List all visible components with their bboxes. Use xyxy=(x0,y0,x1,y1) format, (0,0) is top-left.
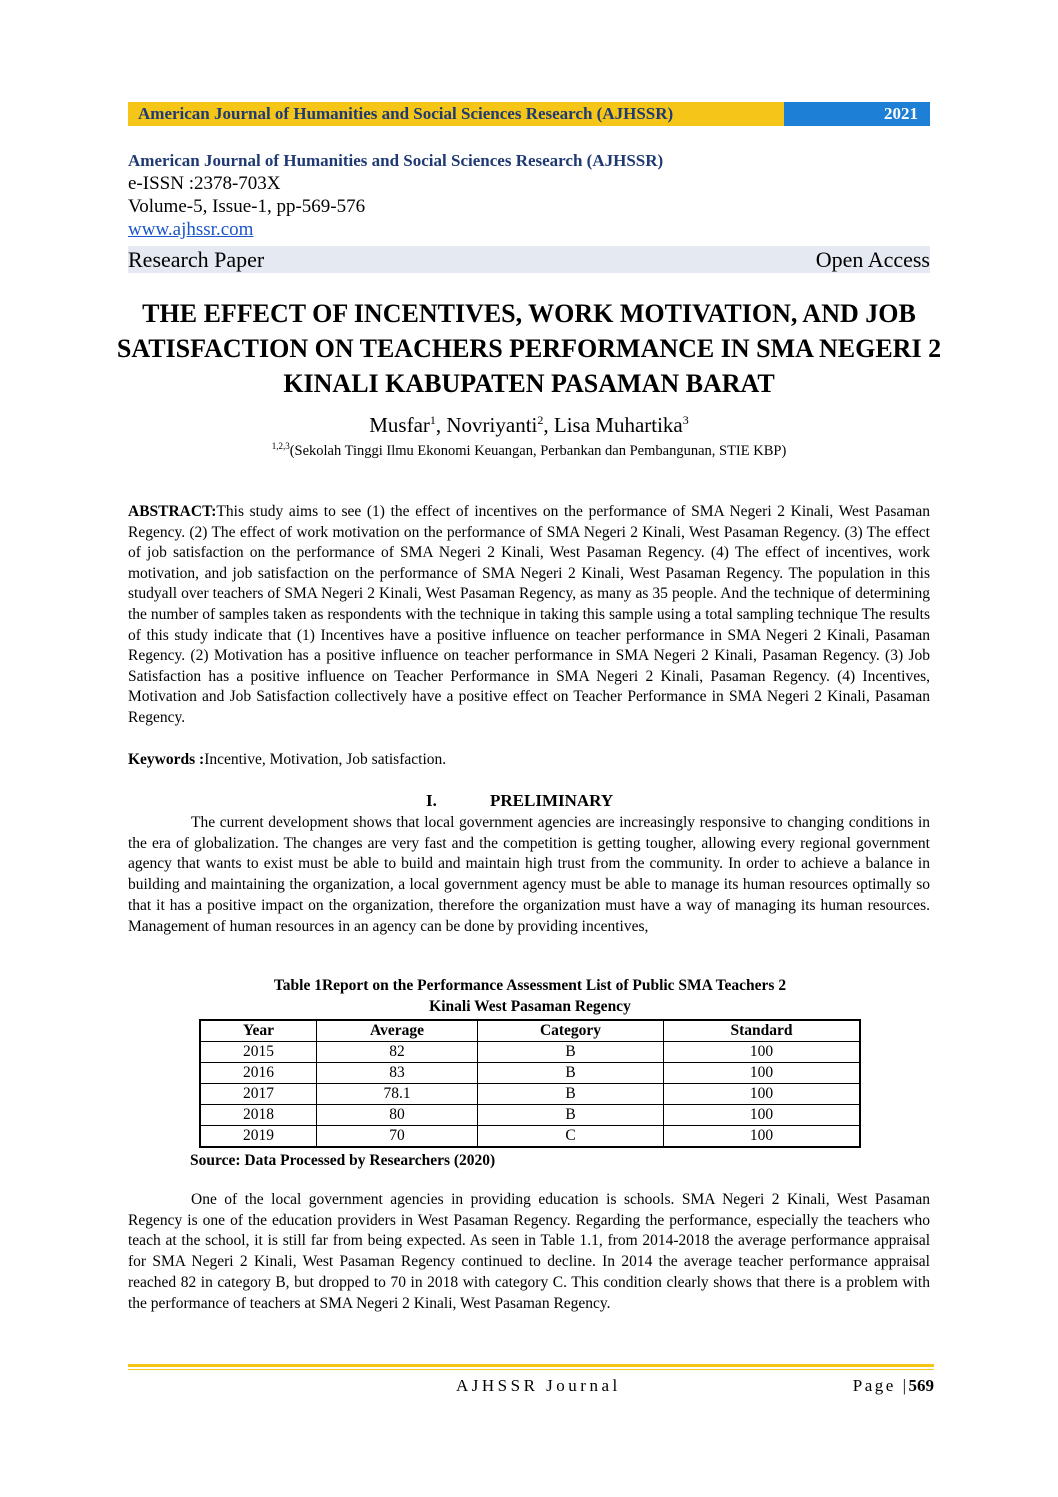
author-sup: 3 xyxy=(682,413,689,427)
meta-issn: e-ISSN :2378-703X xyxy=(128,173,281,194)
abstract-label: ABSTRACT: xyxy=(128,503,217,520)
table-row xyxy=(200,1084,860,1105)
paper-type-label: Research Paper xyxy=(128,246,265,272)
table-caption-line: Table 1Report on the Performance Assessment List of Public SMA Teachers 2 xyxy=(273,977,787,994)
open-access-label: Open Access xyxy=(815,246,930,272)
table-row xyxy=(200,1126,860,1148)
footer-page-label: Page | xyxy=(852,1376,909,1395)
paper-type-bar xyxy=(128,246,930,273)
table-source: Source: Data Processed by Researchers (2020) xyxy=(190,1152,496,1169)
table-row xyxy=(200,1042,860,1063)
table-cell: C xyxy=(478,1126,664,1148)
column-header: Average xyxy=(317,1020,478,1042)
journal-website-link[interactable]: www.ajhssr.com xyxy=(128,219,254,240)
affiliation-text: (Sekolah Tinggi Ilmu Ekonomi Keuangan, Perbankan dan Pembangunan, STIE KBP) xyxy=(289,443,787,459)
author-sup: 2 xyxy=(537,413,544,427)
affiliation-sup: 1,2,3 xyxy=(271,441,290,452)
footer-rule xyxy=(128,1364,934,1367)
keywords-text: Incentive, Motivation, Job satisfaction. xyxy=(204,751,447,768)
meta-volume: Volume-5, Issue-1, pp-569-576 xyxy=(128,196,366,217)
table-cell: 2015 xyxy=(200,1042,317,1063)
table-cell: 80 xyxy=(317,1105,478,1126)
table-cell: 2018 xyxy=(200,1105,317,1126)
author-name: Musfar xyxy=(369,413,430,437)
body-paragraph: The current development shows that local government agencies are increasingly responsive to changing conditions in the era of globalization. The changes are very fast and the competition is getting tougher, allowing every regional government agency that wants to exist must be able to build and maintain high trust from the community. In order to achieve a balance in building and maintaining the organization, a local government agency must be able to manage its human resources optimally so that it has a positive impact on the organization, therefore the organization must have a way of managing its human resources. Management of human resources in an agency can be done by providing incentives, xyxy=(128,814,930,935)
author-name: Novriyanti xyxy=(446,413,538,437)
section-title: PRELIMINARY xyxy=(490,791,614,810)
table-cell: B xyxy=(478,1042,664,1063)
body-paragraph: One of the local government agencies in providing education is schools. SMA Negeri 2 Kinali, West Pasaman Regency is one of the education providers in West Pasaman Regency. Regarding the performance, especially the teachers who teach at the school, it is still far from being expected. As seen in Table 1.1, from 2014-2018 the average performance appraisal for SMA Negeri 2 Kinali, West Pasaman Regency continued to decline. In 2014 the average teacher performance appraisal reached 82 in category B, but dropped to 70 in 2018 with category C. This condition clearly shows that there is a problem with the performance of teachers at SMA Negeri 2 Kinali, West Pasaman Regency. xyxy=(128,1191,930,1312)
table-cell: 78.1 xyxy=(317,1084,478,1105)
column-header: Year xyxy=(200,1020,317,1042)
table-cell: B xyxy=(478,1084,664,1105)
table-cell: 82 xyxy=(317,1042,478,1063)
author-list: Musfar$^1$, Novriyanti$^2$, Lisa Muhartika$^3$ xyxy=(369,413,689,437)
column-header: Standard xyxy=(664,1020,861,1042)
running-header xyxy=(128,102,930,126)
abstract xyxy=(128,502,930,729)
column-header: Category xyxy=(478,1020,664,1042)
footer-journal: AJHSSR Journal xyxy=(456,1376,621,1395)
footer-page-number: 569 xyxy=(908,1376,934,1395)
journal-meta xyxy=(128,150,930,241)
table-cell: 100 xyxy=(664,1084,861,1105)
table-row xyxy=(200,1105,860,1126)
table-row xyxy=(200,1063,860,1084)
table-header-row xyxy=(200,1020,860,1042)
paper-title: THE EFFECT OF INCENTIVES, WORK MOTIVATION, AND JOB SATISFACTION ON TEACHERS PERFORMANCE IN SMA NEGERI 2 KINALI KABUPATEN PASAMAN BARAT xyxy=(116,299,942,398)
table-cell: B xyxy=(478,1063,664,1084)
table-cell: 100 xyxy=(664,1042,861,1063)
table-cell: 100 xyxy=(664,1105,861,1126)
header-journal-name: American Journal of Humanities and Social Sciences Research (AJHSSR) xyxy=(128,102,784,126)
meta-journal-name: American Journal of Humanities and Social Sciences Research (AJHSSR) xyxy=(128,151,664,170)
table-cell: 70 xyxy=(317,1126,478,1148)
table-cell: 83 xyxy=(317,1063,478,1084)
section-number: I. xyxy=(426,791,437,810)
table-cell: 2019 xyxy=(200,1126,317,1148)
abstract-text: This study aims to see (1) the effect of incentives on the performance of SMA Negeri 2 Kinali, West Pasaman Regency. (2) The effect of work motivation on the performance of SMA Negeri 2 Kinali, West Pasaman Regency. (3) The effect of job satisfaction on the performance of SMA Negeri 2 Kinali, West Pasaman Regency. (4) The effect of incentives, work motivation, and job satisfaction on the performance of SMA Negeri 2 Kinali, West Pasaman Regency. The population in this studyall over teachers of SMA Negeri 2 Kinali, West Pasaman Regency, as many as 35 people. And the technique of determining the number of samples taken as respondents with the technique in taking this sample using a total sampling technique The results of this study indicate that (1) Incentives have a positive influence on teacher performance in SMA Negeri 2 Kinali, Pasaman Regency. (2) Motivation has a positive influence on teacher performance in SMA Negeri 2 Kinali, Pasaman Regency. (3) Job Satisfaction has a positive influence on Teacher Performance in SMA Negeri 2 Kinali, Pasaman Regency. (4) Incentives, Motivation and Job Satisfaction collectively have a positive effect on Teacher Performance in SMA Negeri 2 Kinali, Pasaman Regency. xyxy=(128,503,930,726)
header-year: 2021 xyxy=(784,102,930,126)
table-cell: B xyxy=(478,1105,664,1126)
table-caption xyxy=(200,976,860,1017)
table-cell: 2016 xyxy=(200,1063,317,1084)
keywords xyxy=(128,750,930,770)
author-name: Lisa Muhartika xyxy=(553,413,683,437)
table-caption-line: Kinali West Pasaman Regency xyxy=(429,997,631,1015)
table-cell: 100 xyxy=(664,1063,861,1084)
affiliation xyxy=(128,441,930,461)
table-cell: 100 xyxy=(664,1126,861,1148)
page-footer xyxy=(128,1374,934,1398)
author-sup: 1 xyxy=(429,413,436,427)
table-cell: 2017 xyxy=(200,1084,317,1105)
performance-table xyxy=(199,1019,861,1148)
footer-page xyxy=(853,1374,934,1398)
keywords-label: Keywords : xyxy=(128,751,205,768)
footer-rule xyxy=(128,1369,934,1370)
